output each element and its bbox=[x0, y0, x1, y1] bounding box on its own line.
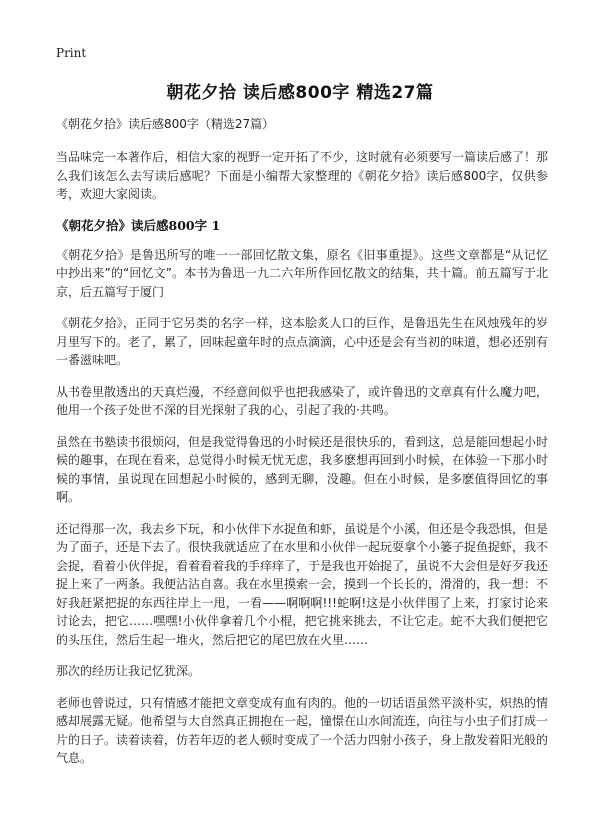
intro-paragraph: 当品味完一本著作后，相信大家的视野一定开拓了不少，这时就有必须要写一篇读后感了！那么我们该怎么去写读后感呢？下面是小编帮大家整理的《朝花夕拾》读后感800字，仅供参考，欢迎大家阅读。 bbox=[56, 150, 549, 201]
article-body bbox=[56, 116, 548, 781]
paragraph: 老师也曾说过，只有情感才能把文章变成有血有肉的。他的一切话语虽然平淡朴实，炽热的情感却展露无疑。他希望与大自然真正拥抱在一起，憧憬在山水间流连，向往与小虫子们打成一片的日子。读着读着，仿若年迈的老人顿时变成了一个活力四射小孩子，身上散发着阳光般的气息。 bbox=[56, 695, 549, 765]
paragraph: 虽然在书塾读书很烦闷，但是我觉得鲁迅的小时候还是很快乐的，看到这，总是能回想起小时候的趣事，在现在看来，总觉得小时候无忧无虑，我多麽想再回到小时候，在体验一下那小时候的事情，虽说现在回想起小时候的，感到无聊，没趣。但在小时候，是多麽值得回忆的事啊。 bbox=[56, 434, 549, 504]
paragraph: 那次的经历让我记忆犹深。 bbox=[56, 664, 201, 678]
article-subtitle: 《朝花夕拾》读后感800字（精选27篇） bbox=[56, 117, 275, 131]
page-title: 朝花夕拾 读后感800字 精选27篇 bbox=[166, 83, 434, 103]
paragraph: 《朝花夕拾》是鲁迅所写的唯一一部回忆散文集，原名《旧事重提》。这些文章都是“从记忆中抄出来”的“回忆文”。本书为鲁迅一九二六年所作回忆散文的结集，共十篇。前五篇写于北京，后五篇写于厦门 bbox=[56, 247, 548, 299]
paragraph: 从书卷里散透出的天真烂漫，不经意间似乎也把我感染了，或许鲁迅的文章真有什么魔力吧，他用一个孩子处世不深的目光探射了我的心，引起了我的·共鸣。 bbox=[56, 384, 549, 417]
section-heading: 《朝花夕拾》读后感800字 1 bbox=[56, 217, 221, 233]
print-link[interactable]: Print bbox=[56, 46, 87, 60]
paragraph: 《朝花夕拾》，正同于它另类的名字一样，这本脍炙人口的巨作，是鲁迅先生在风烛残年的岁月里写下的。老了，累了，回味起童年时的点点滴滴，心中还是会有当初的味道，想必还别有一番滋味吧。 bbox=[56, 316, 549, 367]
paragraph: 还记得那一次，我去乡下玩，和小伙伴下水捉鱼和虾，虽说是个小溪，但还是令我恐惧，但是为了面子，还是下去了。很快我就适应了在水里和小伙伴一起玩耍拿个小篓子捉鱼捉虾，我不会捉，看着小伙伴捉，看着看着我的手痒痒了，于是我也开始捉了，虽说不大会但是好歹我还捉上来了一两条。我便沾沾自喜。我在水里摸索一会，摸到一个长长的，滑滑的，我一想：不好我赶紧把捉的东西往岸上一甩，一看——啊啊啊!!!蛇啊!这是小伙伴围了上来，打家讨论来讨论去，把它……嘿嘿!小伙伴拿着几个小棍，把它挑来挑去，不让它走。蛇不大我们便把它的头压住，然后生起一堆火，然后把它的尾巴放在火里…… bbox=[56, 521, 549, 647]
